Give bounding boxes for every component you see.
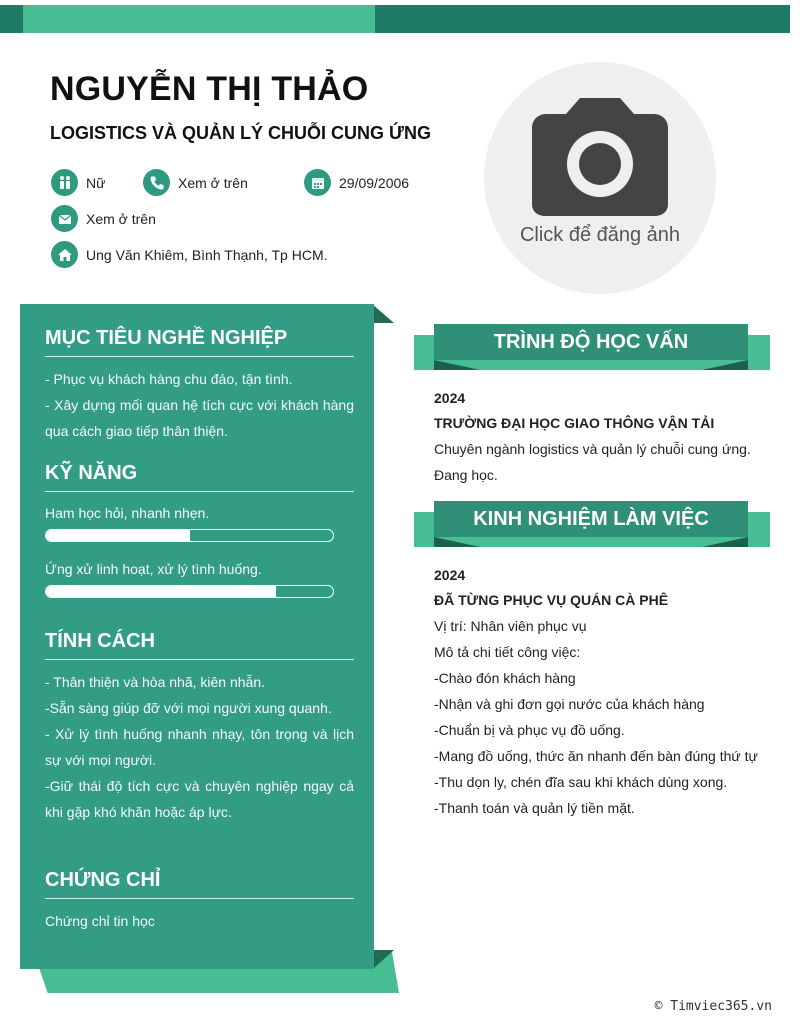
skill-name: Ham học hỏi, nhanh nhẹn. — [45, 505, 210, 521]
profile-photo-upload[interactable] — [484, 62, 716, 294]
photo-upload-caption: Click để đăng ảnh — [519, 224, 681, 246]
experience-ribbon — [414, 501, 770, 547]
left-panel — [20, 304, 374, 969]
skill-level-bar — [45, 585, 334, 598]
objective-paragraph: - Phục vụ khách hàng chu đáo, tận tình. - Xây dựng mối quan hệ tích cực với khách hàng qua cách giao tiếp thân thiện. — [45, 371, 354, 439]
experience-line: Vị trí: Nhân viên phục vụ — [434, 618, 587, 634]
gender-info — [51, 169, 105, 196]
education-line: Đang học. — [434, 467, 498, 483]
experience-entry — [434, 563, 774, 821]
school-name: TRƯỜNG ĐẠI HỌC GIAO THÔNG VẬN TẢI — [434, 415, 715, 431]
personality-title: TÍNH CÁCH — [45, 630, 354, 660]
panel-top-fold — [372, 304, 394, 323]
skill-level-fill — [46, 586, 276, 597]
email-info — [51, 205, 156, 232]
objective-title: MỤC TIÊU NGHỀ NGHIỆP — [45, 327, 354, 357]
phone-text: Xem ở trên — [178, 174, 248, 191]
experience-line: -Thu dọn ly, chén đĩa sau khi khách dùng xong. — [434, 774, 728, 790]
skills-title: KỸ NĂNG — [45, 462, 354, 492]
gender-text: Nữ — [86, 174, 106, 191]
experience-title: KINH NGHIỆM LÀM VIỆC — [434, 501, 748, 537]
candidate-name: NGUYỄN THỊ THẢO — [50, 70, 369, 108]
education-title: TRÌNH ĐỘ HỌC VẤN — [434, 324, 748, 360]
skill-level-fill — [46, 530, 190, 541]
top-accent-bar-light — [23, 5, 375, 33]
experience-line: -Chào đón khách hàng — [434, 670, 576, 686]
company-name: ĐÃ TỪNG PHỤC VỤ QUÁN CÀ PHÊ — [434, 592, 669, 608]
personality-text — [45, 669, 354, 825]
birthday-info — [304, 169, 409, 196]
email-text: Xem ở trên — [86, 210, 156, 227]
experience-line: Mô tả chi tiết công việc: — [434, 644, 581, 660]
objective-text — [45, 366, 354, 444]
skill-level-bar — [45, 529, 334, 542]
education-year: 2024 — [434, 390, 466, 406]
email-icon — [51, 205, 78, 232]
certificates-title: CHỨNG CHỈ — [45, 869, 354, 899]
birthday-text: 29/09/2006 — [339, 174, 410, 191]
education-ribbon — [414, 324, 770, 370]
job-title: LOGISTICS VÀ QUẢN LÝ CHUỖI CUNG ỨNG — [50, 123, 431, 143]
experience-line: -Mang đồ uống, thức ăn nhanh đến bàn đúng thứ tự — [434, 748, 758, 764]
calendar-icon — [304, 169, 331, 196]
address-info — [51, 241, 328, 268]
experience-line: -Chuẩn bị và phục vụ đồ uống. — [434, 722, 625, 738]
experience-line: -Thanh toán và quản lý tiền mặt. — [434, 800, 635, 816]
footer-credit: © Timviec365.vn — [654, 999, 772, 1014]
camera-icon — [530, 96, 670, 218]
address-text: Ung Văn Khiêm, Bình Thạnh, Tp HCM. — [86, 246, 328, 263]
experience-line: -Nhận và ghi đơn gọi nước của khách hàng — [434, 696, 705, 712]
gender-icon — [51, 169, 78, 196]
phone-icon — [143, 169, 170, 196]
experience-year: 2024 — [434, 567, 466, 583]
education-entry — [434, 386, 774, 488]
skill-name: Ứng xử linh hoạt, xử lý tình huống. — [45, 561, 262, 577]
education-line: Chuyên ngành logistics và quản lý chuỗi cung ứng. — [434, 441, 751, 457]
home-icon — [51, 241, 78, 268]
certificates-text: Chứng chỉ tin học — [45, 913, 155, 929]
personality-paragraph: - Thân thiện và hòa nhã, kiên nhẫn. -Sẵn sàng giúp đỡ với mọi người xung quanh. - Xử lý tình huống nhanh nhạy, tôn trọng và lịch sự với mọi người. -Giữ thái độ tích cực và chuyên nghiệp ngay cả khi gặp khó khăn hoặc áp lực. — [45, 674, 354, 820]
phone-info — [143, 169, 248, 196]
